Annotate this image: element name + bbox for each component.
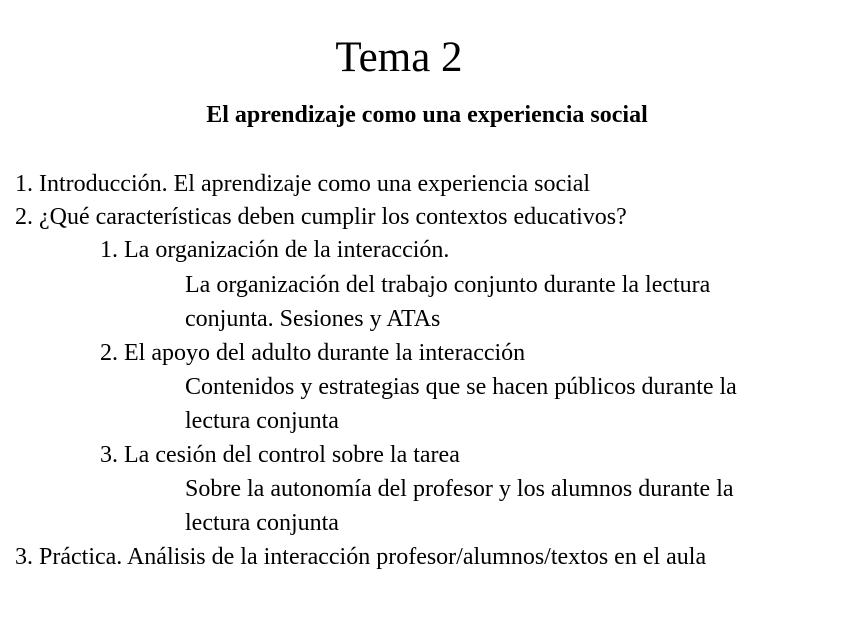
outline-item-1: 1. Introducción. El aprendizaje como una experiencia social — [15, 171, 591, 197]
outline-item-2: 2. ¿Qué características deben cumplir los contextos educativos? — [15, 204, 627, 230]
outline-item-3: 3. Práctica. Análisis de la interacción profesor/alumnos/textos en el aula — [15, 544, 707, 570]
outline-subitem-2-detail-line-1: Contenidos y estrategias que se hacen públicos durante la — [185, 374, 737, 400]
slide-title: Tema 2 — [335, 34, 463, 81]
outline-subitem-1-detail-line-2: conjunta. Sesiones y ATAs — [185, 306, 441, 332]
outline-subitem-3-detail-line-1: Sobre la autonomía del profesor y los alumnos durante la — [185, 476, 734, 502]
slide-subtitle: El aprendizaje como una experiencia social — [206, 102, 648, 128]
outline-subitem-2-heading: 2. El apoyo del adulto durante la interacción — [100, 340, 526, 366]
outline-subitem-3-heading: 3. La cesión del control sobre la tarea — [100, 442, 460, 468]
outline-subitem-1-detail-line-1: La organización del trabajo conjunto durante la lectura — [185, 272, 711, 298]
outline-subitem-3-detail-line-2: lectura conjunta — [185, 510, 339, 536]
outline-subitem-1-heading: 1. La organización de la interacción. — [100, 237, 450, 263]
outline-subitem-2-detail-line-2: lectura conjunta — [185, 408, 339, 434]
